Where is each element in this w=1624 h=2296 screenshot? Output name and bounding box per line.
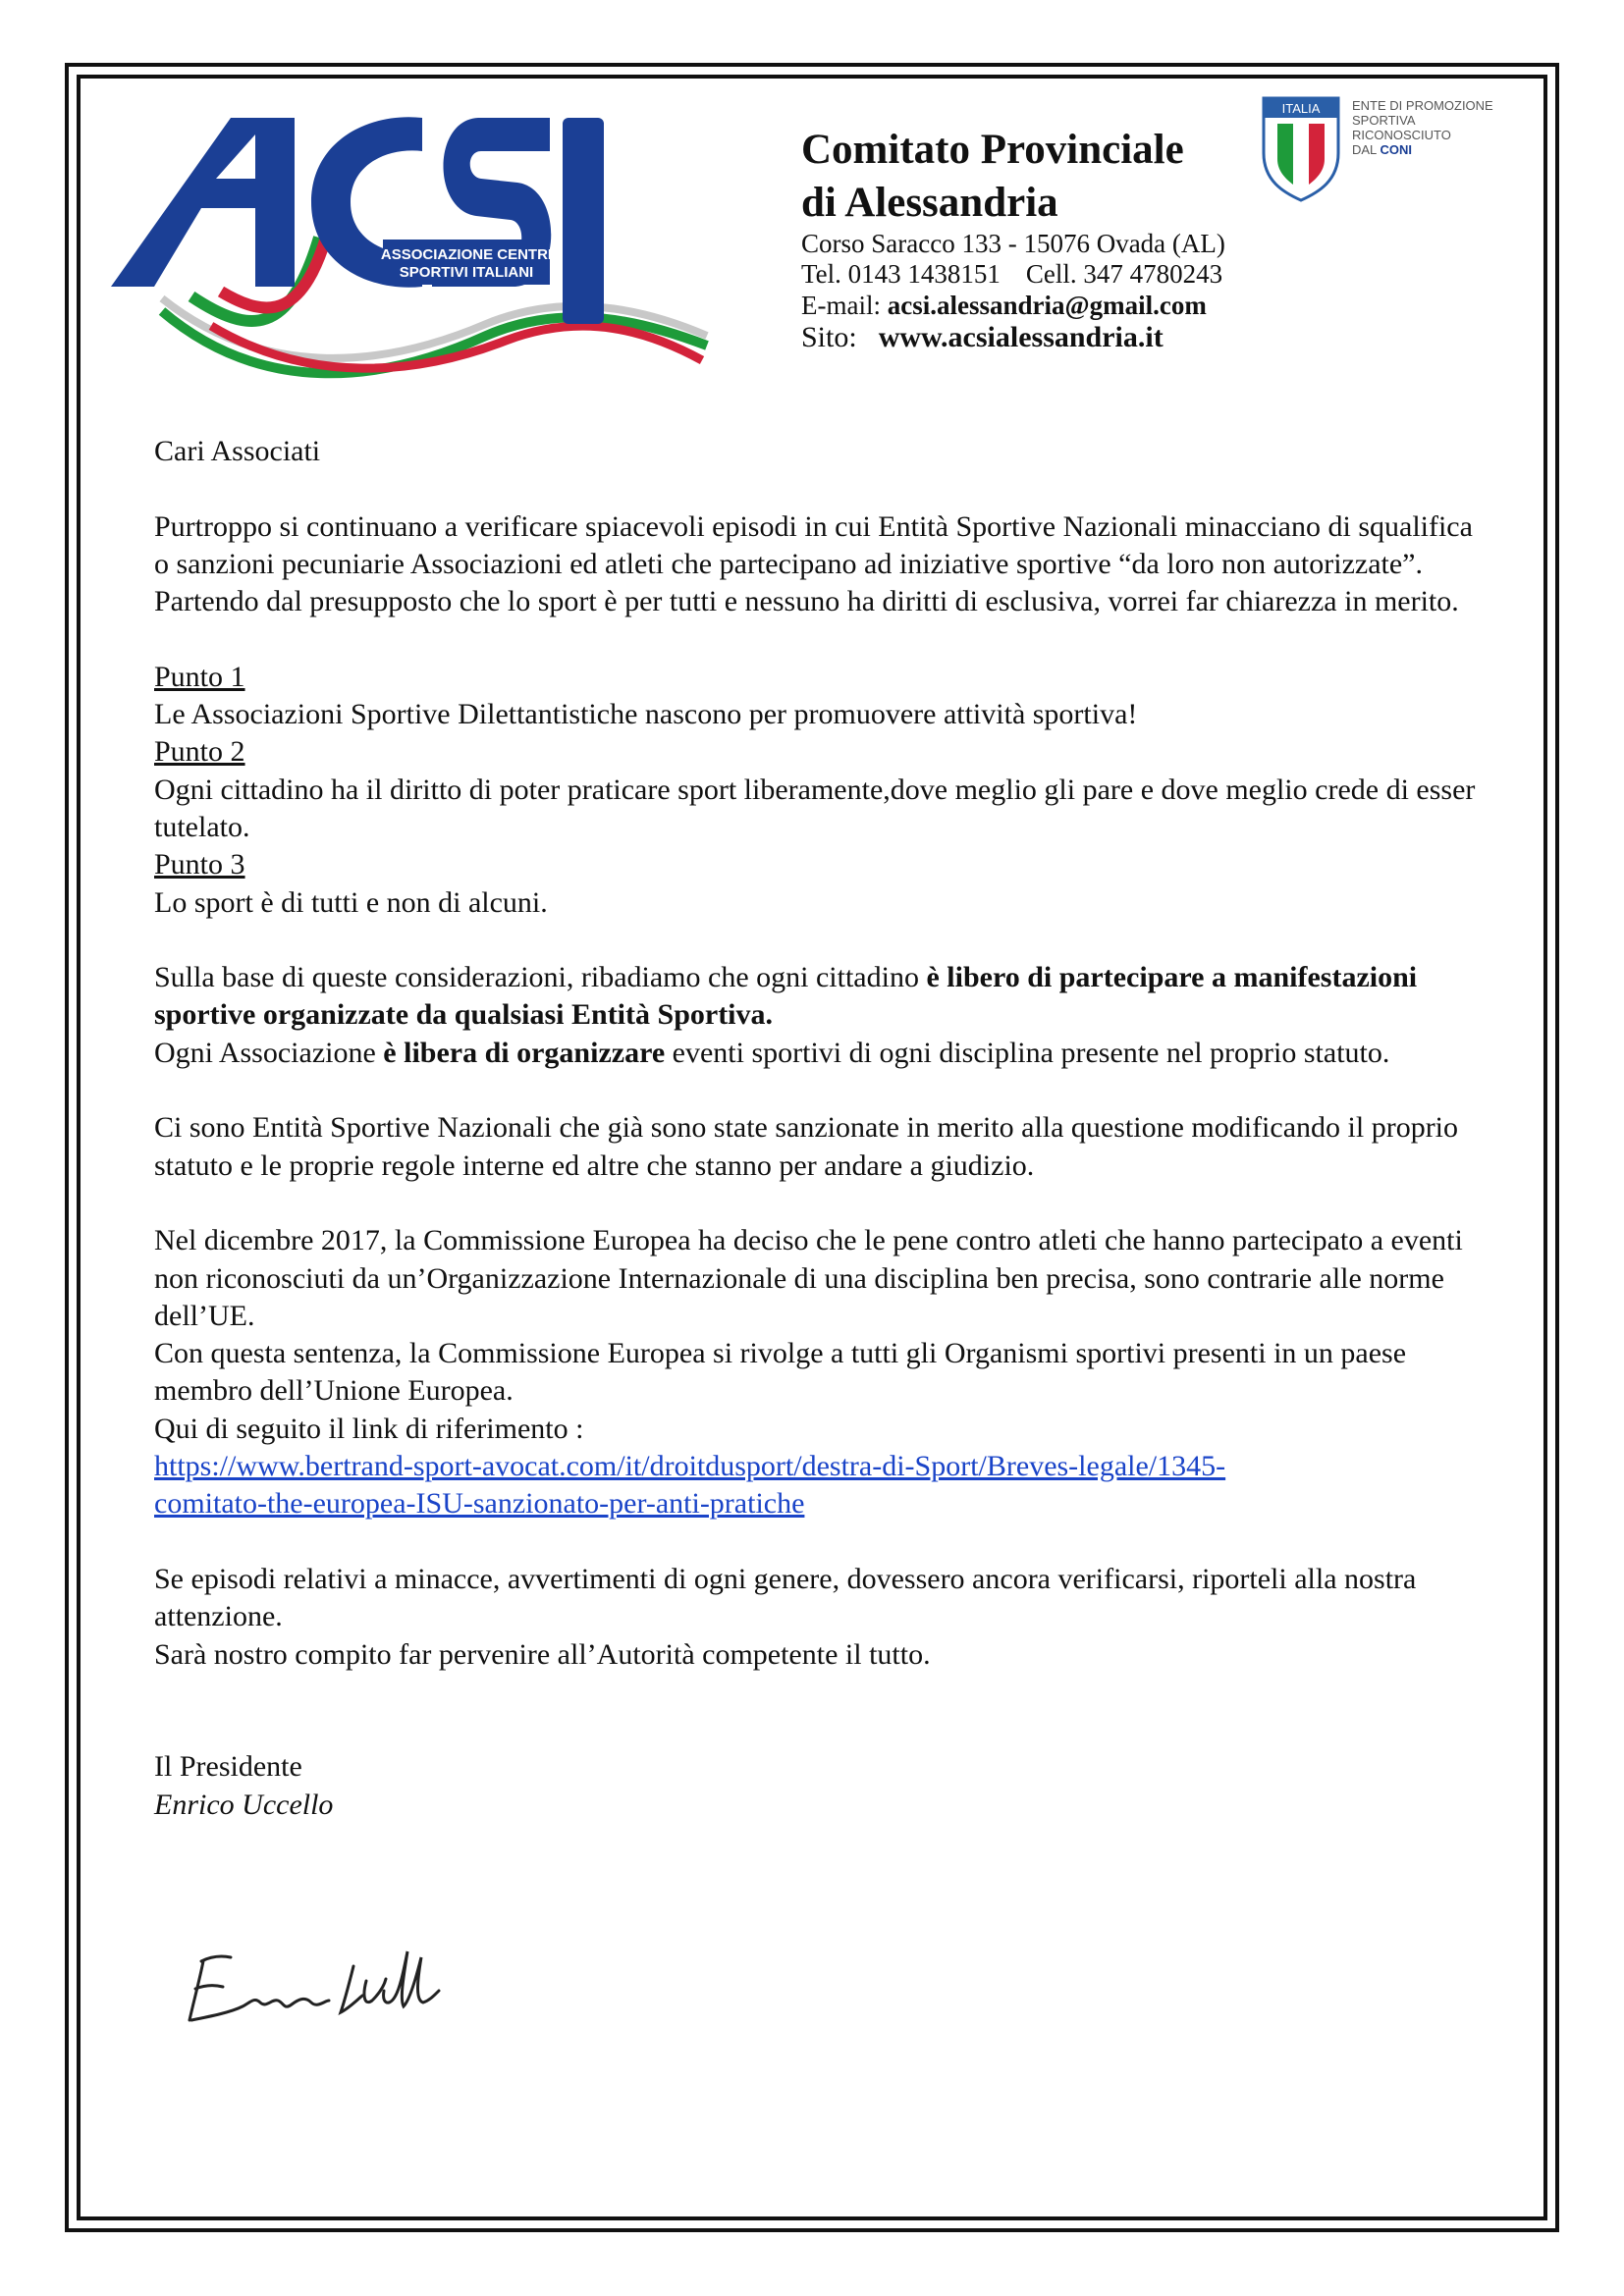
commission-paragraph-1: Nel dicembre 2017, la Commissione Europea ha deciso che le pene contro atleti che hanno partecipato a eventi non riconosciuti da un’Organizzazione Internazionale di una disciplina ben precisa, sono contrarie alle norme dell’UE.: [154, 1224, 1463, 1332]
coni-line1: ENTE DI PROMOZIONE: [1352, 98, 1493, 113]
coni-line4-bold: CONI: [1380, 142, 1412, 157]
point3-heading: Punto 3: [154, 848, 245, 881]
point3-text: Lo sport è di tutti e non di alcuni.: [154, 885, 548, 919]
point1-text: Le Associazioni Sportive Dilettantistiche nascono per promuovere attività sportiva!: [154, 698, 1138, 731]
svg-text:DAL CONI: [1352, 142, 1412, 157]
org-email-line: [801, 290, 1207, 321]
point2-text: Ogni cittadino ha il diritto di poter praticare sport liberamente,dove meglio gli pare e dove meglio crede di esser tutelato.: [154, 773, 1476, 843]
org-cell: Cell. 347 4780243: [1025, 259, 1223, 289]
considerations-bold: è libero di partecipare a manifestazioni sportive organizzate da qualsiasi Entità Sportiva.: [154, 961, 1418, 1032]
org-tel: Tel. 0143 1438151: [801, 259, 1001, 289]
org-phones: [801, 258, 1222, 290]
reference-link-line2[interactable]: comitato-the-europea-ISU-sanzionato-per-anti-pratiche: [154, 1487, 805, 1521]
coni-shield-text: ITALIA: [1281, 101, 1321, 116]
considerations-text: Sulla base di queste considerazioni, ribadiamo che ogni cittadino: [154, 961, 927, 994]
closing-paragraph-1: Se episodi relativi a minacce, avvertimenti di ogni genere, dovessero ancora verificarsi, riporteli alla nostra attenzione.: [154, 1562, 1417, 1633]
logo-tagline-line2: SPORTIVI ITALIANI: [399, 264, 534, 281]
logo-tagline-line1: ASSOCIAZIONE CENTRI: [380, 246, 553, 263]
org-title: [801, 124, 1184, 230]
org-address: Corso Saracco 133 - 15076 Ovada (AL): [801, 229, 1225, 258]
association-post: eventi sportivi di ogni disciplina presente nel proprio statuto.: [665, 1036, 1390, 1069]
point1-heading: Punto 1: [154, 660, 245, 693]
handwritten-signature: [182, 1942, 486, 2030]
letter-body: [154, 433, 1480, 1824]
commission-paragraph-3: Qui di seguito il link di riferimento :: [154, 1412, 584, 1445]
sanctioned-paragraph: Ci sono Entità Sportive Nazionali che già sono state sanzionate in merito alla questione modificando il proprio statuto e le proprie regole interne ed altre che stanno per andare a giudizio.: [154, 1111, 1459, 1182]
site-label: Sito:: [801, 321, 857, 353]
org-site-line: [801, 322, 1164, 353]
association-pre: Ogni Associazione: [154, 1036, 384, 1069]
coni-line2: SPORTIVA: [1352, 113, 1416, 128]
acsi-logo: [93, 90, 727, 390]
org-title-line2: di Alessandria: [801, 180, 1058, 226]
intro-paragraph-1: Purtroppo si continuano a verificare spiacevoli episodi in cui Entità Sportive Nazionali minacciano di squalifica o sanzioni pecuniarie Associazioni ed atleti che partecipano ad iniziative sportive “da loro non autorizzate”.: [154, 509, 1473, 580]
considerations-paragraph: [154, 959, 1480, 1035]
coni-line3: RICONOSCIUTO: [1352, 128, 1451, 142]
email-label: E-mail:: [801, 291, 881, 320]
signatory-name: Enrico Uccello: [154, 1788, 334, 1821]
signatory-role: Il Presidente: [154, 1750, 302, 1784]
email-link[interactable]: acsi.alessandria@gmail.com: [887, 291, 1207, 320]
coni-badge: [1260, 94, 1544, 202]
intro-paragraph-2: Partendo dal presupposto che lo sport è per tutti e nessuno ha diritti di esclusiva, vorrei far chiarezza in merito.: [154, 585, 1459, 618]
org-title-line1: Comitato Provinciale: [801, 127, 1184, 173]
closing-paragraph-2: Sarà nostro compito far pervenire all’Autorità competente il tutto.: [154, 1637, 931, 1671]
site-link[interactable]: www.acsialessandria.it: [878, 321, 1164, 353]
association-bold: è libera di organizzare: [383, 1036, 666, 1069]
reference-link[interactable]: [154, 1448, 1480, 1523]
coni-line4-prefix: DAL: [1352, 142, 1377, 157]
association-paragraph: [154, 1035, 1480, 1072]
point2-heading: Punto 2: [154, 735, 245, 769]
salutation: Cari Associati: [154, 435, 321, 467]
reference-link-line1[interactable]: https://www.bertrand-sport-avocat.com/it/droitdusport/destra-di-Sport/Breves-legale/1345-: [154, 1450, 1226, 1483]
commission-paragraph-2: Con questa sentenza, la Commissione Europea si rivolge a tutti gli Organismi sportivi presenti in un paese membro dell’Unione Europea.: [154, 1337, 1407, 1408]
